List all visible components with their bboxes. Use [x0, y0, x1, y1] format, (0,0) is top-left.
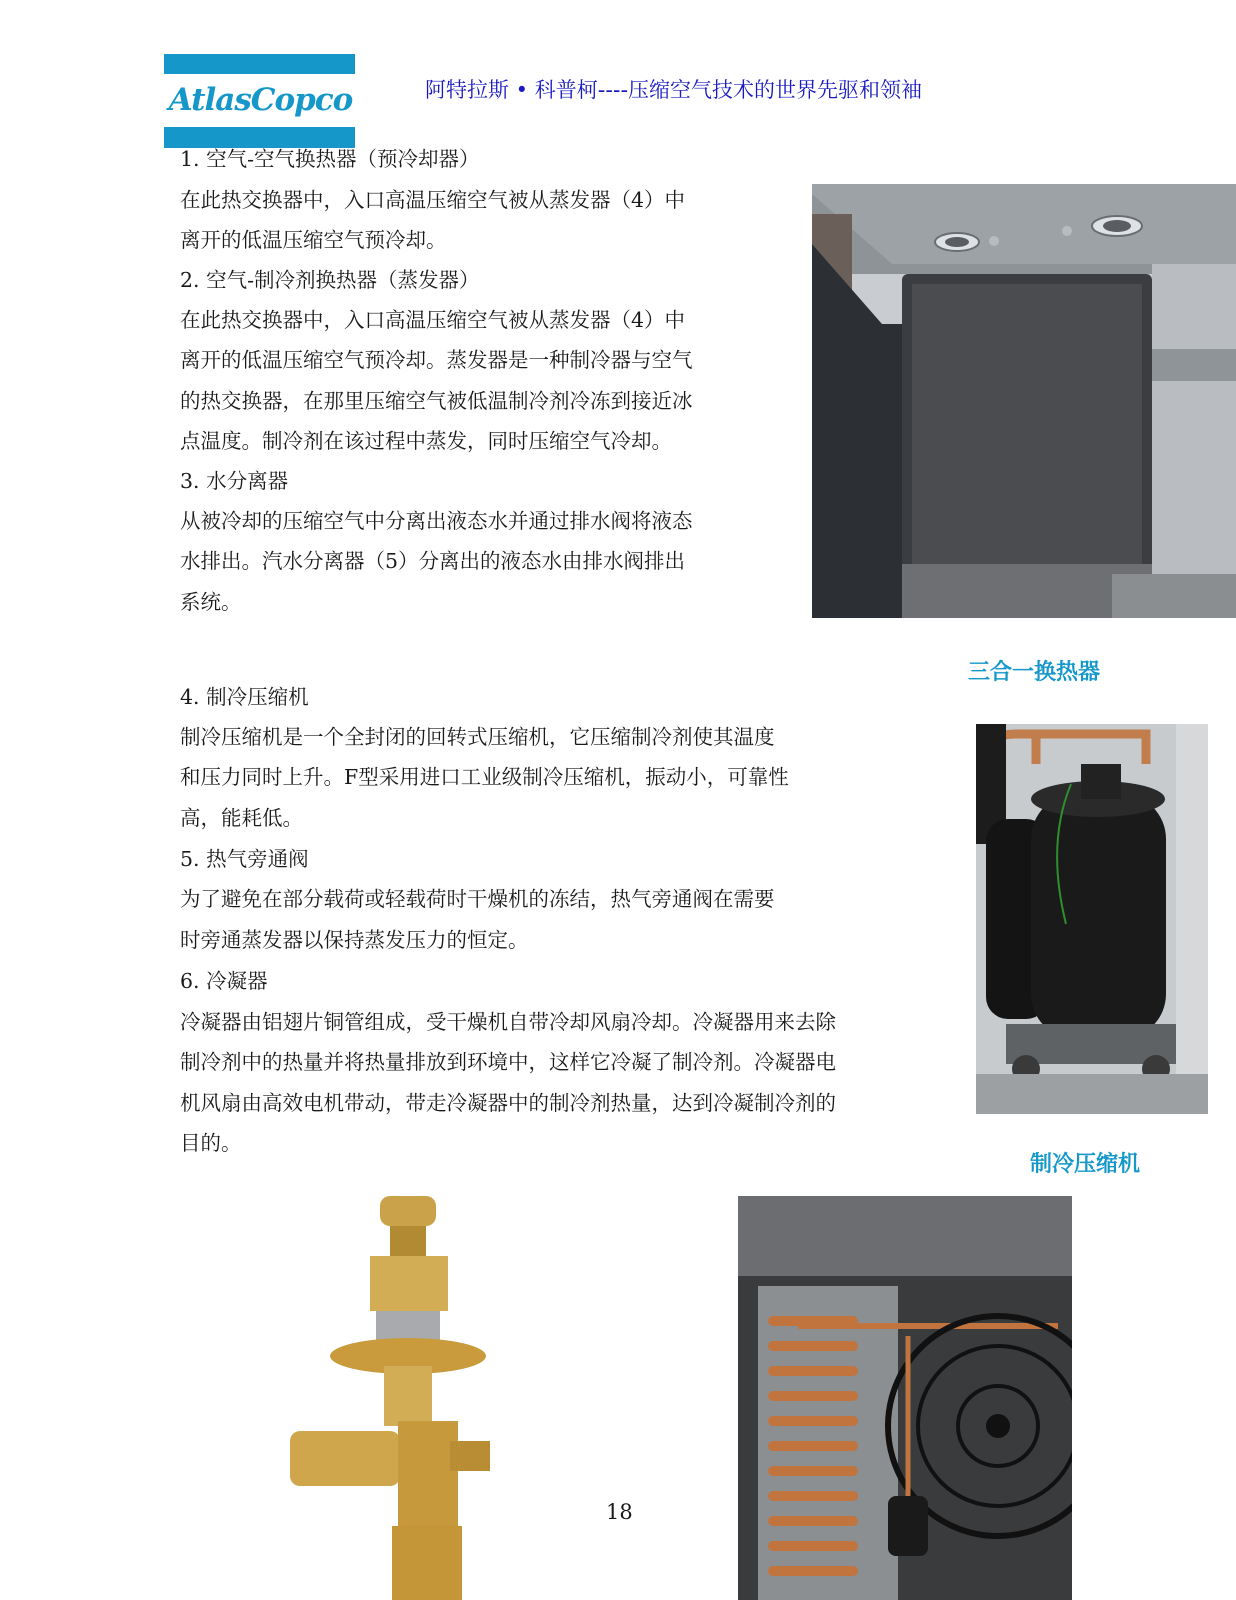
heading-evaporator: 2. 空气-制冷剂换热器（蒸发器）	[180, 268, 480, 292]
paragraph-line: 制冷压缩机是一个全封闭的回转式压缩机，它压缩制冷剂使其温度	[180, 725, 775, 749]
paragraph-line: 离开的低温压缩空气预冷却。	[180, 228, 447, 252]
paragraph-line: 时旁通蒸发器以保持蒸发压力的恒定。	[180, 928, 529, 952]
paragraph-line: 目的。	[180, 1131, 242, 1155]
heading-water-separator: 3. 水分离器	[180, 469, 289, 493]
paragraph-line: 水排出。汽水分离器（5）分离出的液态水由排水阀排出	[180, 549, 686, 573]
paragraph-line: 从被冷却的压缩空气中分离出液态水并通过排水阀将液态	[180, 509, 693, 533]
paragraph-line: 为了避免在部分载荷或轻载荷时干燥机的冻结，热气旁通阀在需要	[180, 887, 775, 911]
header-tagline: 阿特拉斯 • 科普柯----压缩空气技术的世界先驱和领袖	[425, 78, 923, 102]
heading-air-air-heat-exchanger: 1. 空气-空气换热器（预冷却器）	[180, 147, 480, 171]
compressor-caption: 制冷压缩机	[1030, 1152, 1141, 1177]
paragraph-line: 系统。	[180, 590, 242, 614]
paragraph-line: 高，能耗低。	[180, 806, 303, 830]
logo-bar-top	[164, 54, 355, 74]
heading-refrigeration-compressor: 4. 制冷压缩机	[180, 685, 309, 709]
heat-exchanger-caption: 三合一换热器	[968, 660, 1101, 685]
paragraph-line: 在此热交换器中，入口高温压缩空气被从蒸发器（4）中	[180, 308, 686, 332]
heading-condenser: 6. 冷凝器	[180, 969, 268, 993]
heat-exchanger-photo	[812, 184, 1236, 618]
condenser-photo	[738, 1196, 1072, 1600]
paragraph-line: 机风扇由高效电机带动，带走冷凝器中的制冷剂热量，达到冷凝制冷剂的	[180, 1091, 836, 1115]
hot-gas-bypass-valve-photo	[280, 1196, 552, 1600]
paragraph-line: 冷凝器由铝翅片铜管组成，受干燥机自带冷却风扇冷却。冷凝器用来去除	[180, 1010, 836, 1034]
paragraph-line: 点温度。制冷剂在该过程中蒸发，同时压缩空气冷却。	[180, 429, 672, 453]
atlas-copco-logo	[164, 54, 355, 148]
paragraph-line: 在此热交换器中，入口高温压缩空气被从蒸发器（4）中	[180, 188, 686, 212]
compressor-photo	[976, 724, 1208, 1114]
paragraph-line: 和压力同时上升。F型采用进口工业级制冷压缩机，振动小，可靠性	[180, 765, 789, 789]
logo-text: AtlasCopco	[168, 82, 353, 118]
paragraph-line: 制冷剂中的热量并将热量排放到环境中，这样它冷凝了制冷剂。冷凝器电	[180, 1050, 836, 1074]
heading-hot-gas-bypass-valve: 5. 热气旁通阀	[180, 847, 309, 871]
page-number: 18	[606, 1500, 633, 1524]
paragraph-line: 的热交换器，在那里压缩空气被低温制冷剂冷冻到接近冰	[180, 389, 693, 413]
paragraph-line: 离开的低温压缩空气预冷却。蒸发器是一种制冷器与空气	[180, 348, 693, 372]
